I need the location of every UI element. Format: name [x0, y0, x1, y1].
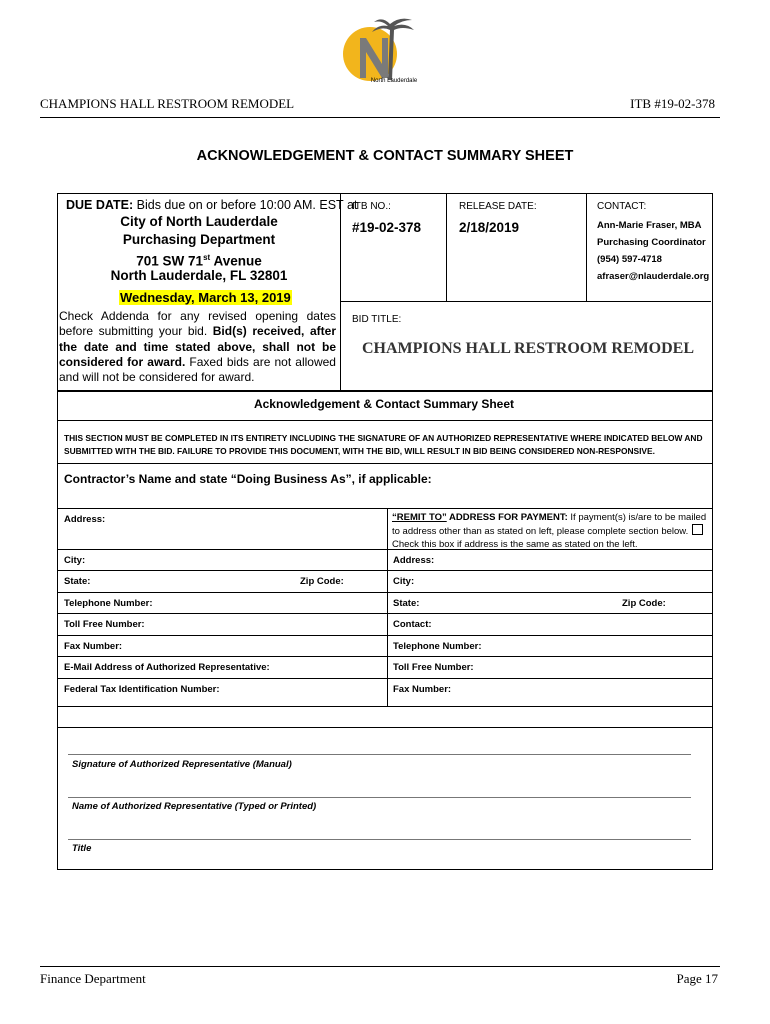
street-pre: 701 SW 71 — [136, 253, 204, 269]
remit-zip-field[interactable]: Zip Code: — [622, 598, 666, 609]
contact-role: Purchasing Coordinator — [597, 237, 706, 248]
north-lauderdale-logo — [338, 14, 430, 90]
divider — [57, 656, 712, 657]
contact-label: CONTACT: — [597, 201, 647, 212]
zip-field[interactable]: Zip Code: — [300, 576, 344, 587]
email-field[interactable]: E-Mail Address of Authorized Representative: — [64, 662, 270, 673]
signature-line[interactable] — [68, 754, 691, 755]
org-name: City of North Lauderdale — [120, 214, 278, 229]
divider — [57, 727, 712, 728]
due-date-highlight: Wednesday, March 13, 2019 — [120, 290, 291, 305]
header-project-title: CHAMPIONS HALL RESTROOM REMODEL — [40, 96, 295, 111]
page-title: ACKNOWLEDGEMENT & CONTACT SUMMARY SHEET — [196, 148, 574, 164]
divider — [340, 193, 341, 390]
note-part-3: Faxed bids are not allowed and will not be considered for award. — [59, 354, 336, 385]
section-heading: Acknowledgement & Contact Summary Sheet — [253, 397, 515, 411]
divider — [446, 193, 447, 301]
due-date-text: Bids due on or before 10:00 AM. EST at — [136, 198, 358, 212]
note-part-1: Check Addenda for any revised opening dates before submitting your bid. — [59, 309, 336, 339]
contact-name: Ann-Marie Fraser, MBA — [597, 220, 702, 231]
fax-field[interactable]: Fax Number: — [64, 641, 123, 652]
logo-text: North Lauderdale — [370, 78, 418, 84]
footer-department: Finance Department — [40, 971, 146, 986]
name-label: Name of Authorized Representative (Typed or Printed) — [72, 801, 317, 812]
divider — [340, 301, 711, 302]
remit-address-field[interactable]: Address: — [393, 555, 435, 566]
bid-title: CHAMPIONS HALL RESTROOM REMODEL — [361, 340, 695, 357]
header-rule — [40, 117, 720, 118]
same-address-checkbox[interactable] — [692, 524, 703, 535]
contact-email[interactable]: afraser@nlauderdale.org — [597, 271, 710, 282]
dept-name: Purchasing Department — [122, 232, 276, 247]
divider — [57, 508, 712, 509]
note-part-2: Bid(s) received, after the date and time stated above, shall not be considered for award. — [59, 324, 336, 369]
contact-form-box — [57, 390, 713, 870]
remit-check-text: Check this box if address is the same as stated on the left. — [392, 539, 638, 550]
city-address: North Lauderdale, FL 32801 — [110, 268, 288, 283]
divider — [57, 706, 712, 707]
divider — [387, 508, 388, 706]
city-field[interactable]: City: — [64, 555, 86, 566]
remit-toll-free-field[interactable]: Toll Free Number: — [393, 662, 474, 673]
signature-label: Signature of Authorized Representative (Manual) — [72, 759, 292, 770]
itb-label: ITB NO.: — [352, 201, 391, 212]
divider — [57, 549, 387, 550]
divider — [57, 635, 712, 636]
street-post: Avenue — [210, 253, 262, 269]
contractor-name-field[interactable]: Contractor’s Name and state “Doing Business As”, if applicable: — [64, 472, 432, 486]
due-date-label: DUE DATE: — [66, 198, 134, 212]
divider — [57, 678, 712, 679]
due-date-line — [66, 198, 357, 212]
remit-to-note — [392, 511, 708, 551]
title-label: Title — [72, 843, 92, 854]
divider — [57, 613, 712, 614]
addenda-note — [59, 309, 336, 385]
remit-contact-field[interactable]: Contact: — [393, 619, 432, 630]
contact-phone: (954) 597-4718 — [597, 254, 662, 265]
remit-bold: ADDRESS FOR PAYMENT: — [446, 512, 568, 523]
remit-text: If payment(s) is/are to be mailed to address other than as stated on left, please complete section below. — [392, 512, 707, 537]
header-itb-number: ITB #19-02-378 — [630, 96, 715, 111]
divider — [57, 592, 712, 593]
remit-fax-field[interactable]: Fax Number: — [393, 684, 452, 695]
divider — [57, 463, 712, 464]
divider — [57, 420, 712, 421]
bid-title-label: BID TITLE: — [352, 314, 402, 325]
divider — [57, 570, 712, 571]
itb-value: #19-02-378 — [352, 220, 422, 235]
footer-rule — [40, 966, 720, 967]
divider — [586, 193, 587, 301]
telephone-field[interactable]: Telephone Number: — [64, 598, 153, 609]
toll-free-field[interactable]: Toll Free Number: — [64, 619, 145, 630]
remit-telephone-field[interactable]: Telephone Number: — [393, 641, 482, 652]
state-field[interactable]: State: — [64, 576, 91, 587]
name-line[interactable] — [68, 797, 691, 798]
remit-state-field[interactable]: State: — [393, 598, 420, 609]
fein-field[interactable]: Federal Tax Identification Number: — [64, 684, 220, 695]
address-field[interactable]: Address: — [64, 514, 106, 525]
page-number: Page 17 — [676, 971, 718, 986]
remit-title: “REMIT TO” — [392, 512, 447, 523]
remit-city-field[interactable]: City: — [393, 576, 415, 587]
street-sup: st — [203, 253, 211, 262]
warning-text: THIS SECTION MUST BE COMPLETED IN ITS ENTIRETY INCLUDING THE SIGNATURE OF AN AUTHORIZED REPRESENTATIVE WHERE INDICATED BELOW AND SUBMITTED WITH THE BID. FAILURE TO PROVIDE THIS DOCUMENT, WITH THE BID, WILL RESULT IN BID BEING CONSIDERED NON-RESPONSIVE. — [64, 433, 703, 456]
release-date-value: 2/18/2019 — [459, 220, 520, 235]
release-date-label: RELEASE DATE: — [459, 201, 537, 212]
title-line[interactable] — [68, 839, 691, 840]
